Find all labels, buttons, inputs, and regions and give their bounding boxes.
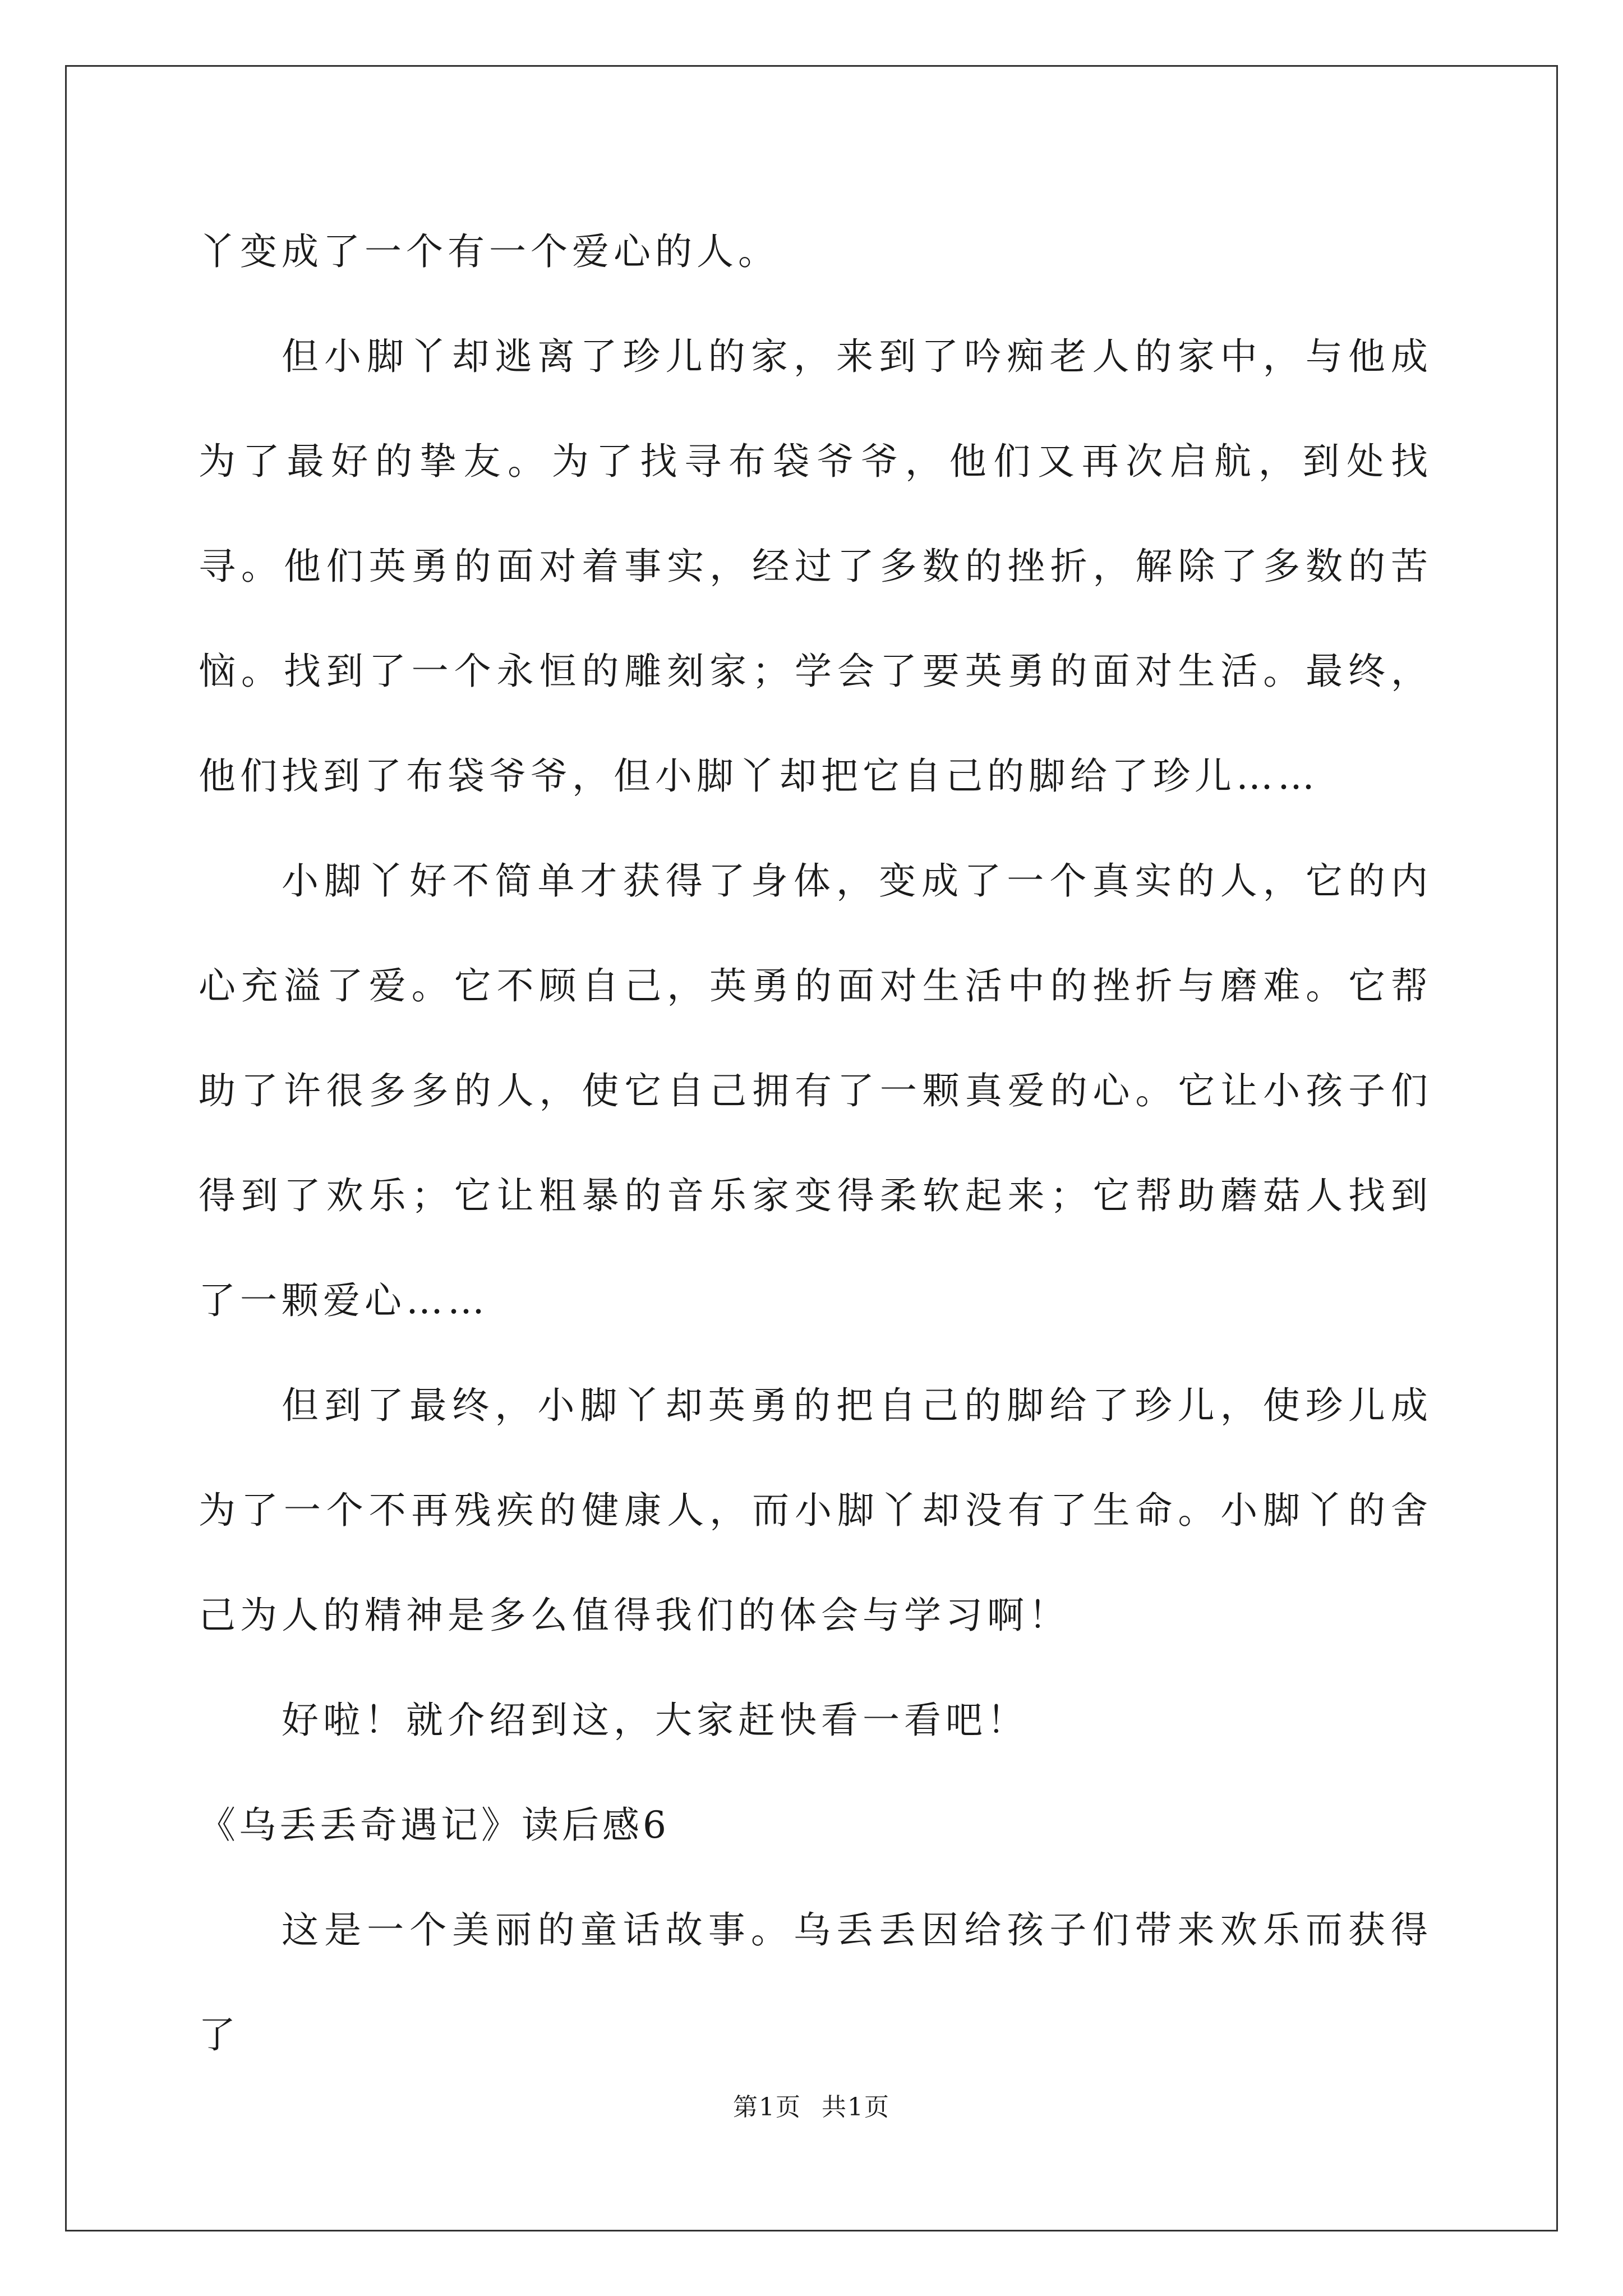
paragraph-5: 好啦！就介绍到这，大家赶快看一看吧！ — [282, 1699, 1029, 1742]
page-number: 第1页 — [733, 2093, 801, 2122]
paragraph-4: 但到了最终，小脚丫却英勇的把自己的脚给了珍儿，使珍儿成为了一个不再残疾的健康人，而小脚丫却没有了生命。小脚丫的舍己为人的精神是多么值得我们的体会与学习啊！ — [199, 1384, 1432, 1637]
paragraph-6: 这是一个美丽的童话故事。乌丢丢因给孩子们带来欢乐而获得了 — [199, 1908, 1432, 2056]
paragraph-3: 小脚丫好不简单才获得了身体，变成了一个真实的人，它的内心充溢了爱。它不顾自己，英勇的面对生活中的挫折与磨难。它帮助了许很多多的人，使它自己拥有了一颗真爱的心。它让小孩子们得到了欢乐；它让粗暴的音乐家变得柔软起来；它帮助蘑菇人找到了一颗爱心…… — [199, 859, 1432, 1322]
paragraph-1: 丫变成了一个有一个爱心的人。 — [199, 230, 780, 273]
page-footer — [0, 2087, 1623, 2123]
section-heading: 《乌丢丢奇遇记》读后感6 — [199, 1803, 670, 1847]
page-total: 共1页 — [822, 2093, 890, 2122]
document-body — [199, 199, 1432, 2087]
paragraph-2: 但小脚丫却逃离了珍儿的家，来到了吟痴老人的家中，与他成为了最好的挚友。为了找寻布袋爷爷，他们又再次启航，到处找寻。他们英勇的面对着事实，经过了多数的挫折，解除了多数的苦恼。找到了一个永恒的雕刻家；学会了要英勇的面对生活。最终，他们找到了布袋爷爷，但小脚丫却把它自己的脚给了珍儿…… — [199, 335, 1432, 798]
